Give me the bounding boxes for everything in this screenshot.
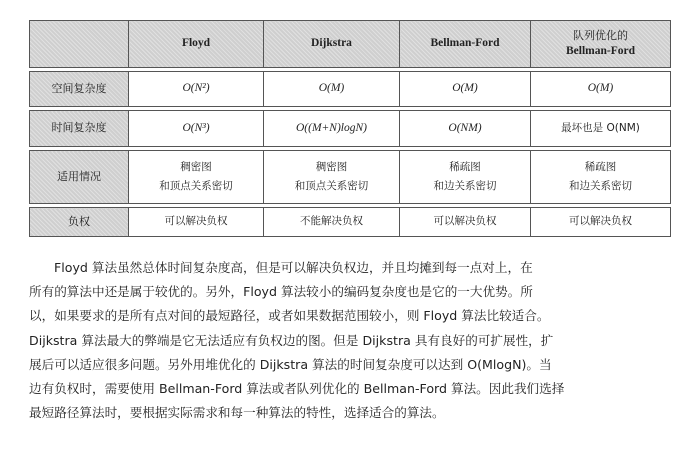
cell-text-line-1: 稠密图: [315, 161, 348, 174]
row-label-negative-weight: 负权: [30, 208, 129, 237]
table-header-row: [30, 21, 671, 68]
cell-text-line-1: 稀疏图: [584, 161, 617, 174]
paragraph-line-2: 所有的算法中还是属于较优的。另外，Floyd 算法较小的编码复杂度也是它的一大优势。所: [29, 284, 533, 300]
header-queue-line-1: 队列优化的: [573, 28, 628, 42]
table-row-time-complexity: [30, 111, 671, 147]
body-paragraph: [29, 256, 670, 425]
cell-text: O(N²): [182, 82, 210, 95]
cell-text-line-2: 和顶点关系密切: [159, 180, 233, 192]
cell-time-bellman-ford: [400, 111, 531, 147]
paragraph-line-3: 以，如果要求的是所有点对间的最短路径，或者如果数据范围较小，则 Floyd 算法比较适合。: [29, 308, 550, 324]
cell-text: 最坏也是 O(NM): [561, 122, 640, 135]
cell-negative-floyd: [129, 208, 264, 237]
cell-negative-queue-bellman-ford: [531, 208, 671, 237]
cell-text-line-1: 稀疏图: [449, 161, 481, 174]
row-label-applicability: 适用情况: [30, 151, 129, 204]
table-row-space-complexity: [30, 72, 671, 107]
cell-space-queue-bellman-ford: [531, 72, 671, 107]
cell-text-line-1: 稠密图: [180, 161, 212, 174]
cell-text: 可以解决负权: [164, 215, 228, 228]
header-bellman-ford: Bellman-Ford: [400, 21, 531, 68]
header-dijkstra: Dijkstra: [264, 21, 400, 68]
cell-applicability-bellman-ford: [400, 151, 531, 204]
cell-text: O(M): [318, 82, 345, 95]
header-queue-bellman-ford: [531, 21, 671, 68]
cell-text: O(N³): [182, 121, 210, 134]
cell-text: 可以解决负权: [569, 215, 632, 228]
cell-text: O((M+N)logN): [296, 121, 367, 134]
cell-text-line-2: 和边关系密切: [569, 180, 632, 192]
cell-time-dijkstra: [264, 111, 400, 147]
paragraph-line-4: Dijkstra 算法最大的弊端是它无法适应有负权边的图。但是 Dijkstra 具有良好的可扩展性，扩: [29, 332, 554, 348]
cell-text: 不能解决负权: [300, 215, 363, 228]
paragraph-line-6: 边有负权时，需要使用 Bellman-Ford 算法或者队列优化的 Bellman-Ford 算法。因此我们选择: [29, 381, 565, 397]
row-label-space: 空间复杂度: [30, 72, 129, 107]
cell-text: O(NM): [448, 121, 482, 134]
cell-text: O(M): [587, 82, 614, 95]
header-queue-line-2: Bellman-Ford: [566, 44, 635, 57]
cell-negative-bellman-ford: [400, 208, 531, 237]
cell-applicability-queue-bellman-ford: [531, 151, 671, 204]
header-corner-cell: [30, 21, 129, 68]
cell-negative-dijkstra: [264, 208, 400, 237]
cell-text-line-2: 和边关系密切: [433, 180, 497, 192]
table-row-negative-weight: [30, 208, 671, 237]
cell-time-floyd: [129, 111, 264, 147]
cell-space-bellman-ford: [400, 72, 531, 107]
header-floyd: Floyd: [129, 21, 264, 68]
paragraph-line-5: 展后可以适应很多问题。另外用堆优化的 Dijkstra 算法的时间复杂度可以达到 O(MlogN)。当: [29, 356, 552, 372]
paragraph-line-7: 最短路径算法时，要根据实际需求和每一种算法的特性，选择适合的算法。: [29, 405, 445, 421]
paragraph-line-1: Floyd 算法虽然总体时间复杂度高，但是可以解决负权边，并且均摊到每一点对上，在: [54, 260, 533, 275]
cell-text-line-2: 和顶点关系密切: [294, 180, 369, 192]
algorithm-comparison-table: [29, 20, 671, 237]
cell-space-dijkstra: [264, 72, 400, 107]
table-row-applicability: [30, 151, 671, 204]
cell-time-queue-bellman-ford: [531, 111, 671, 147]
cell-space-floyd: [129, 72, 264, 107]
cell-applicability-dijkstra: [264, 151, 400, 204]
row-label-time: 时间复杂度: [30, 111, 129, 147]
cell-applicability-floyd: [129, 151, 264, 204]
cell-text: O(M): [452, 82, 478, 95]
cell-text: 可以解决负权: [433, 215, 497, 228]
